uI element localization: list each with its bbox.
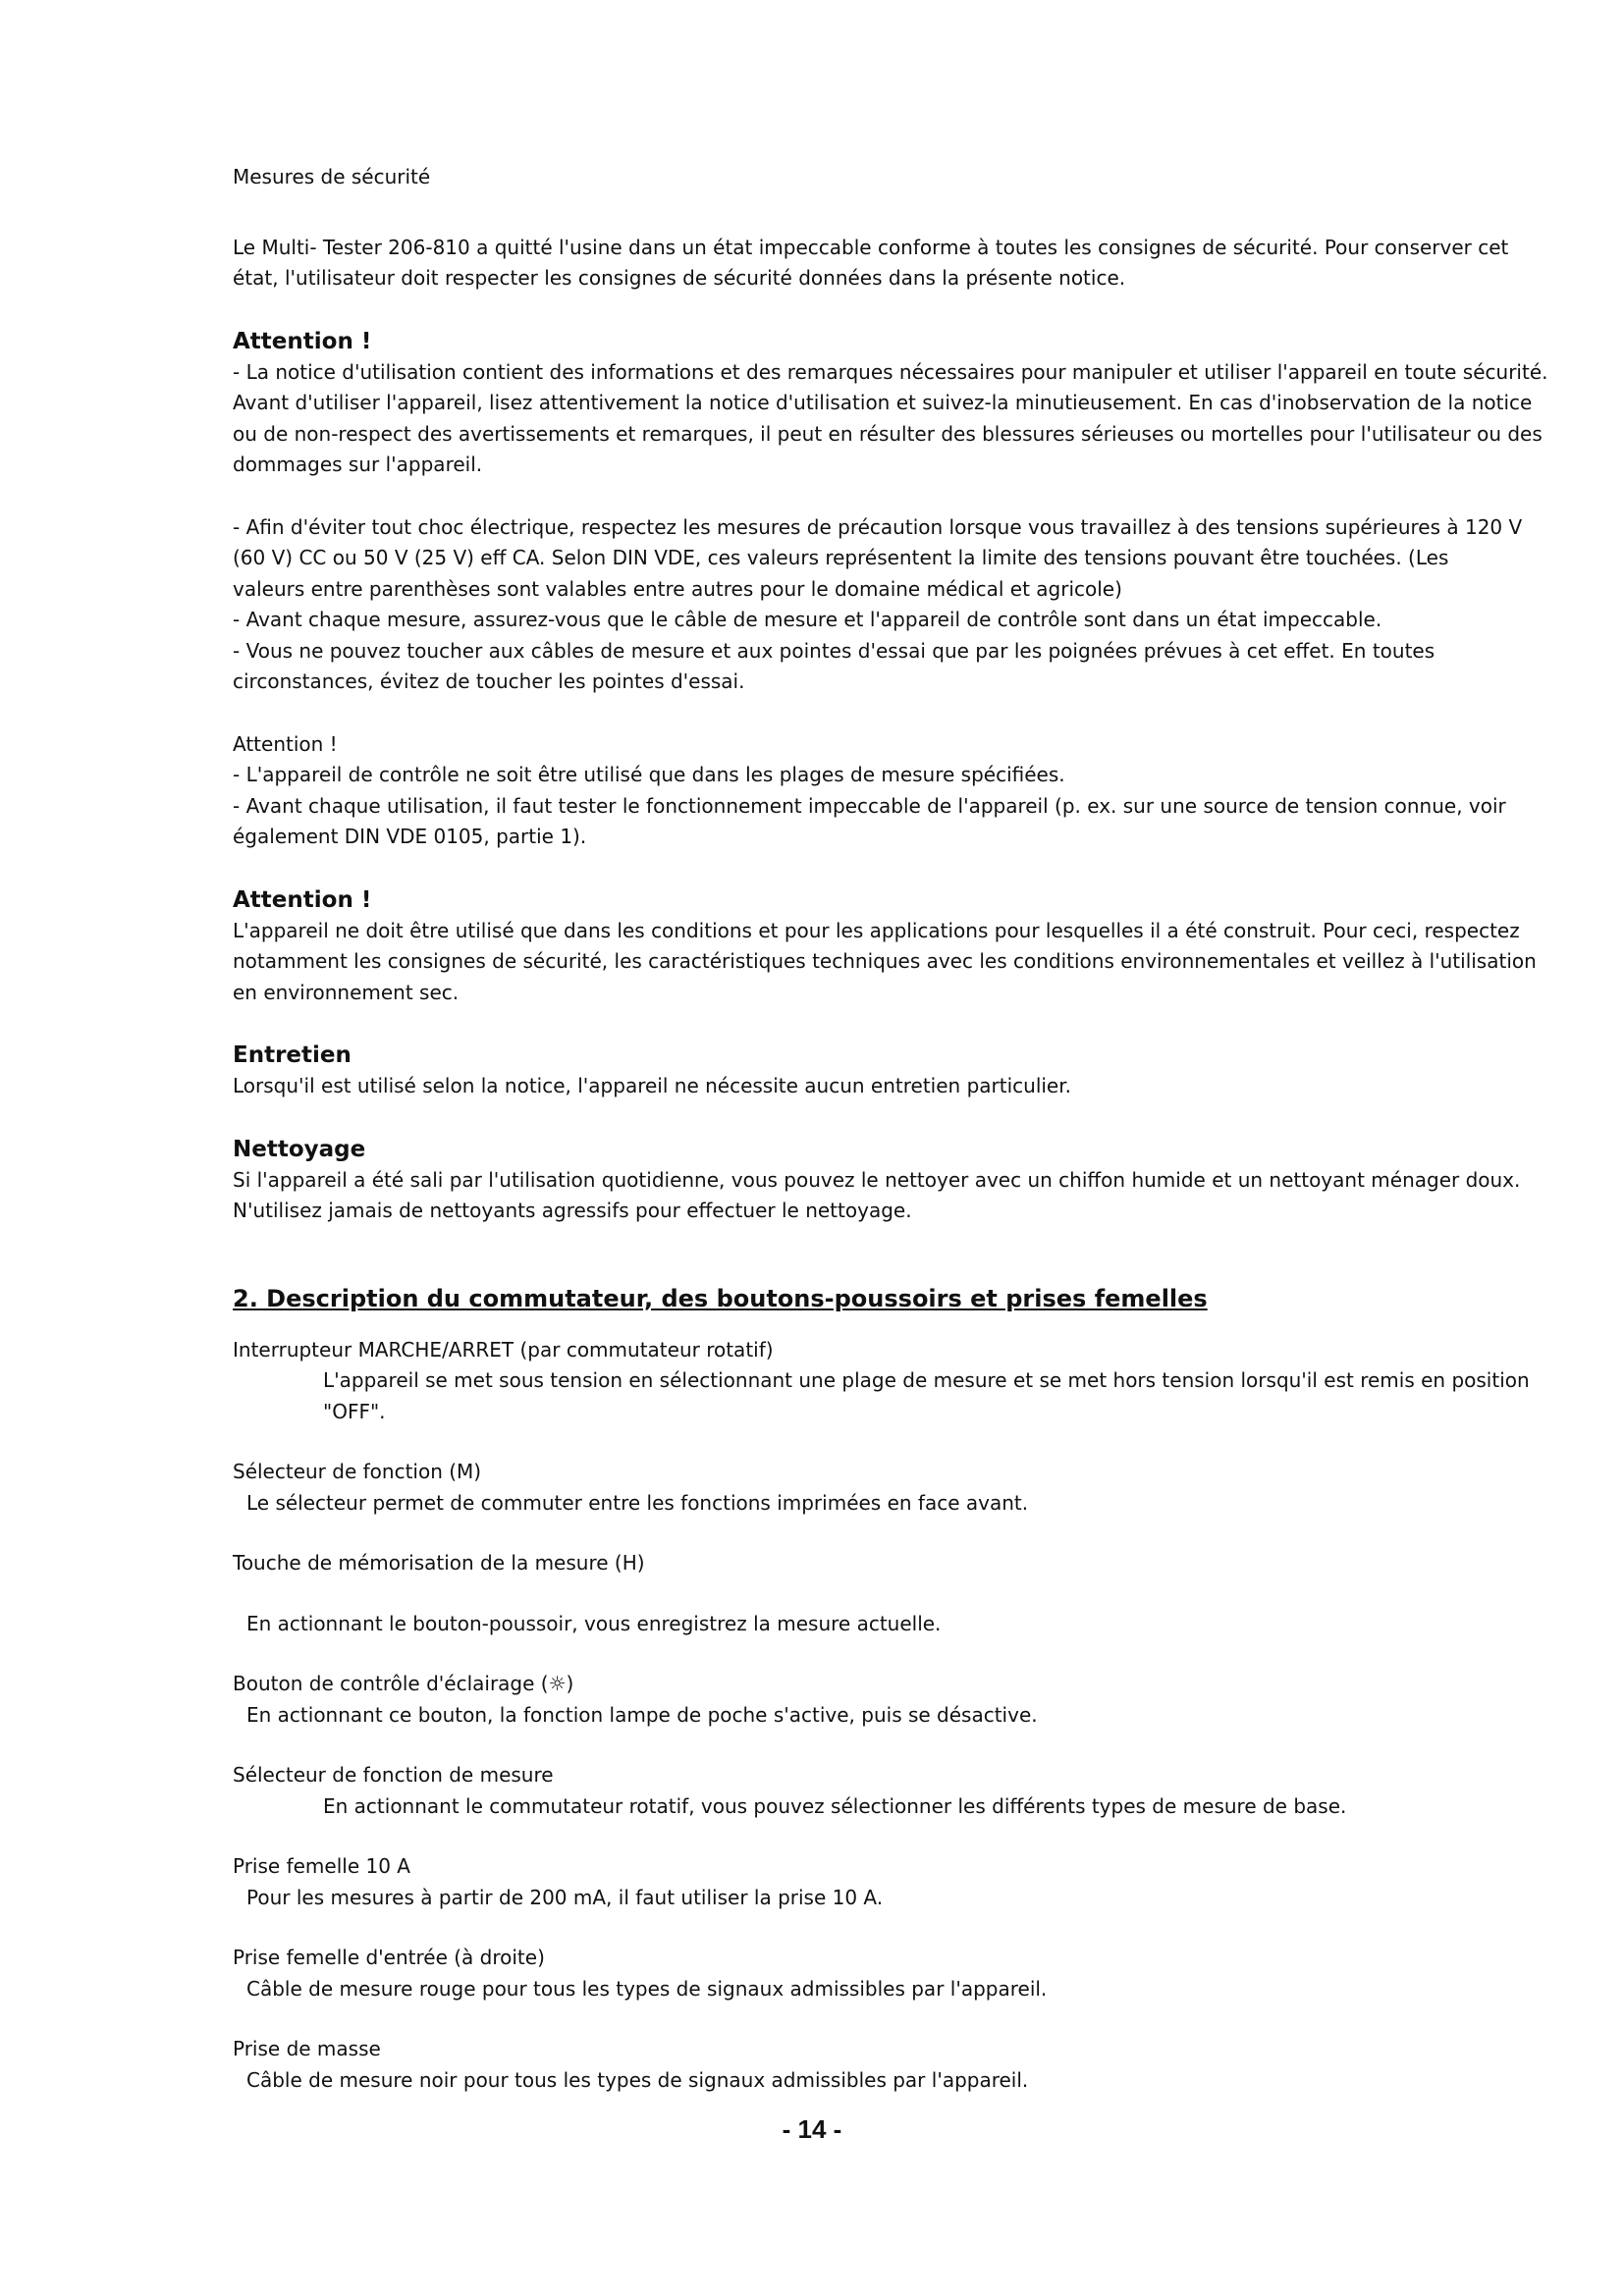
item-label: Sélecteur de fonction de mesure (233, 1763, 554, 1787)
item-label: Prise de masse (233, 2037, 381, 2060)
entretien-block (233, 1040, 1509, 1102)
item-label: Interrupteur MARCHE/ARRET (par commutateur rotatif) (233, 1337, 774, 1362)
text-line: état, l'utilisateur doit respecter les consignes de sécurité données dans la présente notice. (233, 266, 1126, 290)
text-line: (60 V) CC ou 50 V (25 V) eff CA. Selon DIN VDE, ces valeurs représentent la limite des tensions pouvant être touchées. (Les (233, 546, 1449, 569)
text-line: Si l'appareil a été sali par l'utilisation quotidienne, vous pouvez le nettoyer avec un chiffon humide et un nettoyant ménager doux. (233, 1167, 1521, 1192)
text-line: - Afin d'éviter tout choc électrique, respectez les mesures de précaution lorsque vous travaillez à des tensions supérieures à 120 V (233, 514, 1523, 539)
entretien-heading: Entretien (233, 1042, 352, 1068)
list-item (233, 1851, 1509, 1913)
text-line: Lorsqu'il est utilisé selon la notice, l'appareil ne nécessite aucun entretien particulier. (233, 1074, 1071, 1097)
attention-block-2 (233, 729, 1509, 853)
text-line: L'appareil ne doit être utilisé que dans les conditions et pour les applications pour lesquelles il a été construit. Pour ceci, respectez (233, 918, 1520, 942)
item-description: En actionnant le commutateur rotatif, vous pouvez sélectionner les différents types de mesure de base. (323, 1793, 1347, 1818)
text-line: circonstances, évitez de toucher les pointes d'essai. (233, 669, 745, 693)
list-item (233, 2034, 1509, 2096)
page-number: - 14 - (782, 2114, 842, 2144)
text-line: dommages sur l'appareil. (233, 453, 483, 476)
item-description: En actionnant ce bouton, la fonction lampe de poche s'active, puis se désactive. (246, 1702, 1038, 1727)
text-line: N'utilisez jamais de nettoyants agressifs pour effectuer le nettoyage. (233, 1199, 912, 1222)
text-line: - L'appareil de contrôle ne soit être utilisé que dans les plages de mesure spécifiées. (233, 763, 1065, 786)
item-label: Prise femelle d'entrée (à droite) (233, 1946, 545, 1969)
list-item (233, 1943, 1509, 2004)
item-description: Pour les mesures à partir de 200 mA, il faut utiliser la prise 10 A. (246, 1885, 884, 1909)
text-line: également DIN VDE 0105, partie 1). (233, 825, 587, 848)
section-2 (233, 1282, 1530, 2097)
list-item (233, 1669, 1509, 1731)
attention-block-3 (233, 884, 1537, 1009)
precautions-paragraph (233, 512, 1523, 698)
attention-block-1 (233, 326, 1548, 481)
text-line: en environnement sec. (233, 980, 460, 1004)
text-line: valeurs entre parenthèses sont valables entre autres pour le domaine médical et agricole) (233, 576, 1122, 601)
list-item (233, 1760, 1509, 1822)
attention-plain-heading: Attention ! (233, 731, 338, 756)
text-line: - Avant chaque mesure, assurez-vous que le câble de mesure et l'appareil de contrôle sont dans un état impeccable. (233, 608, 1382, 631)
page-title: Mesures de sécurité (233, 165, 431, 188)
item-description: Le sélecteur permet de commuter entre les fonctions imprimées en face avant. (246, 1490, 1029, 1515)
nettoyage-heading: Nettoyage (233, 1136, 366, 1162)
text-line: - Vous ne pouvez toucher aux câbles de mesure et aux pointes d'essai que par les poignées prévues à cet effet. En toutes (233, 638, 1435, 663)
text-line: Avant d'utiliser l'appareil, lisez attentivement la notice d'utilisation et suivez-la minutieusement. En cas d'inobservation de la notice (233, 391, 1533, 414)
text-line: Le Multi- Tester 206-810 a quitté l'usine dans un état impeccable conforme à toutes les consignes de sécurité. Pour conserver cet (233, 235, 1509, 259)
section-heading: 2. Description du commutateur, des boutons-poussoirs et prises femelles (233, 1284, 1208, 1312)
nettoyage-block (233, 1134, 1521, 1227)
list-item (233, 1548, 1509, 1639)
text-line: ou de non-respect des avertissements et remarques, il peut en résulter des blessures sérieuses ou mortelles pour l'utilisateur ou des (233, 421, 1543, 446)
item-label: Prise femelle 10 A (233, 1854, 410, 1878)
item-label: Bouton de contrôle d'éclairage (☼) (233, 1672, 574, 1695)
document-page (233, 162, 1548, 2096)
intro-paragraph (233, 233, 1509, 294)
item-description: L'appareil se met sous tension en sélectionnant une plage de mesure et se met hors tension lorsqu'il est remis en position (323, 1368, 1530, 1392)
item-label: Touche de mémorisation de la mesure (H) (233, 1551, 645, 1575)
item-description: Câble de mesure noir pour tous les types de signaux admissibles par l'appareil. (246, 2067, 1029, 2092)
attention-heading: Attention ! (233, 886, 372, 913)
text-line: notamment les consignes de sécurité, les caractéristiques techniques avec les conditions environnementales et veillez à l'utilisation (233, 949, 1537, 973)
list-item (233, 1457, 1509, 1519)
item-description: En actionnant le bouton-poussoir, vous enregistrez la mesure actuelle. (246, 1611, 942, 1635)
item-description: "OFF". (323, 1399, 386, 1423)
list-item (233, 1335, 1530, 1428)
text-line: - La notice d'utilisation contient des informations et des remarques nécessaires pour manipuler et utiliser l'appareil en toute sécurité. (233, 359, 1548, 384)
item-label: Sélecteur de fonction (M) (233, 1460, 482, 1483)
item-description: Câble de mesure rouge pour tous les types de signaux admissibles par l'appareil. (246, 1976, 1048, 2001)
attention-heading: Attention ! (233, 328, 372, 354)
text-line: - Avant chaque utilisation, il faut tester le fonctionnement impeccable de l'appareil (p. ex. sur une source de tension connue, voir (233, 793, 1506, 818)
